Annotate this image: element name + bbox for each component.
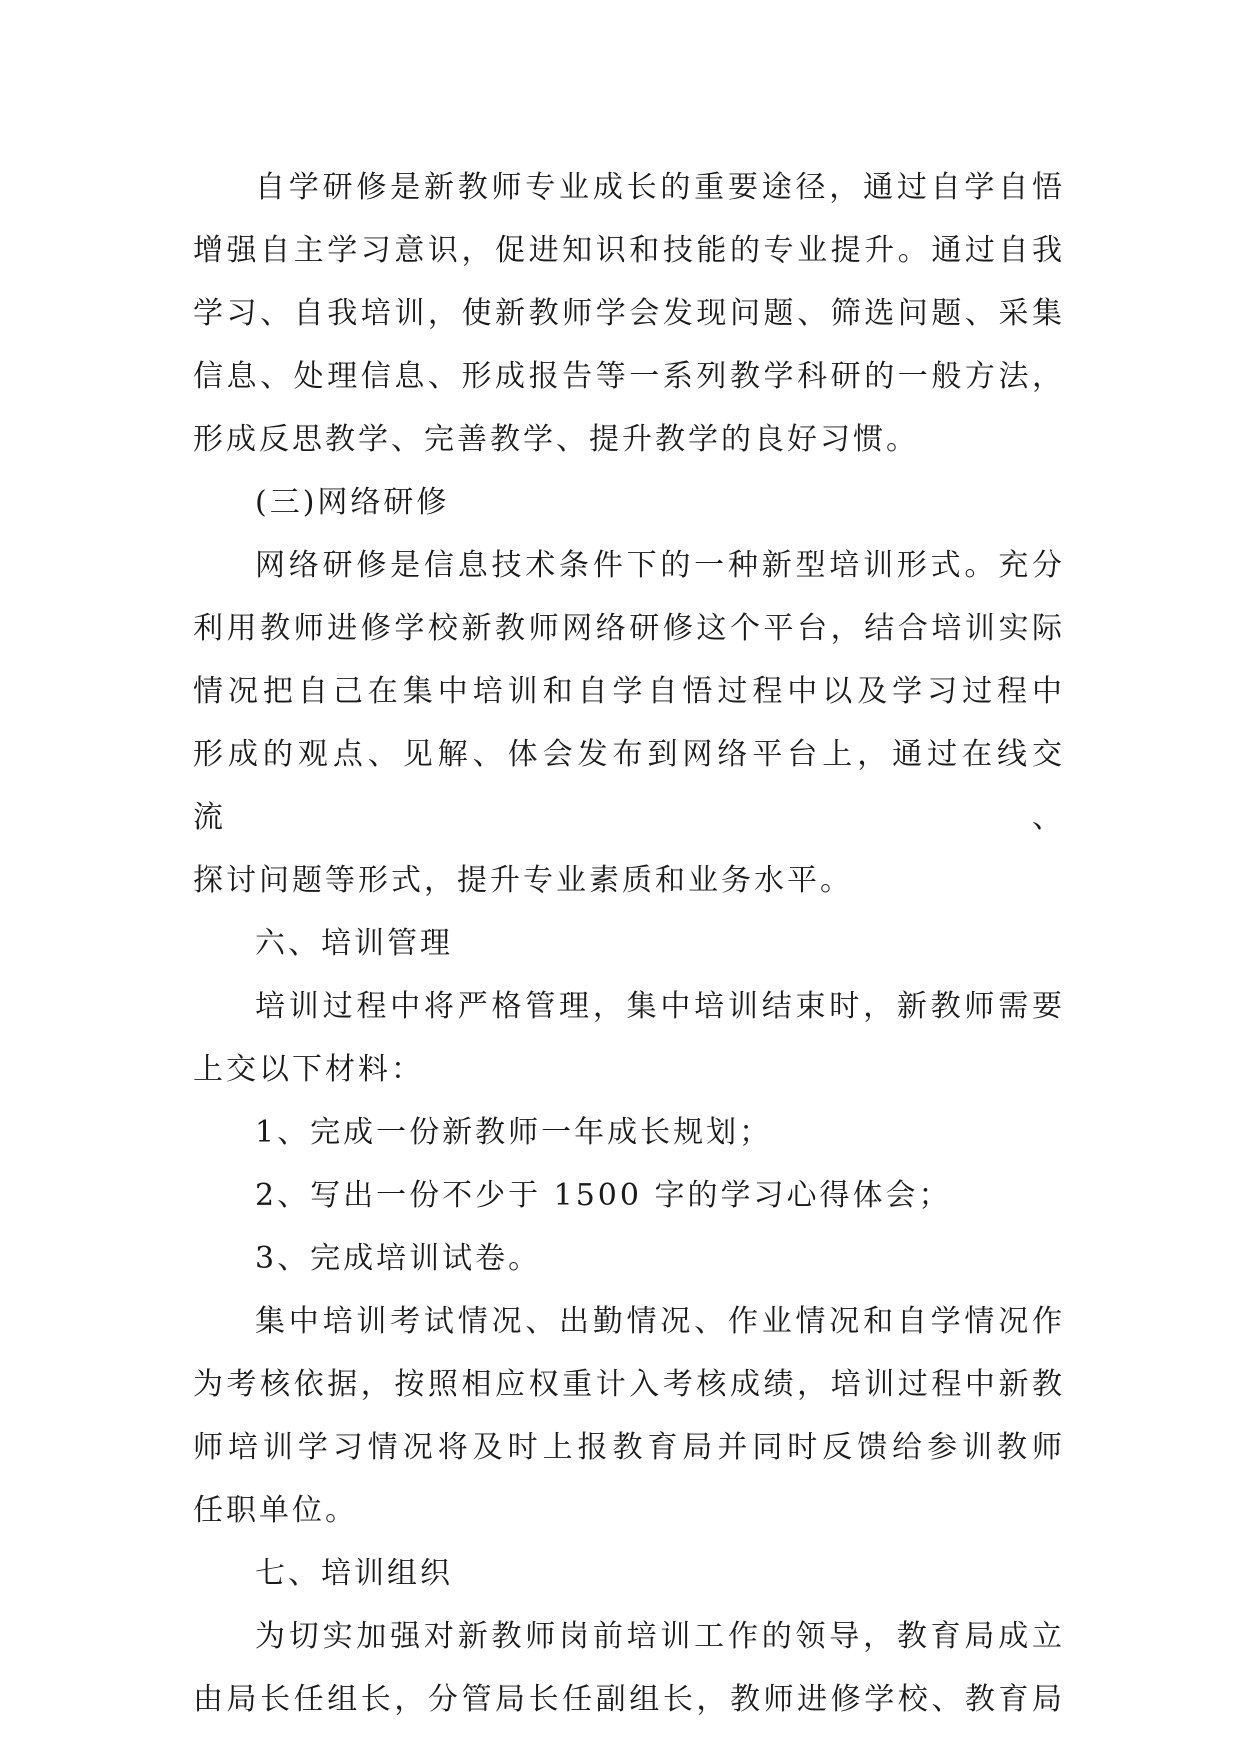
list-item-1	[193, 1101, 1065, 1164]
section-heading-online-study	[193, 471, 1065, 534]
text-line: 学习、自我培训，使新教师学会发现问题、筛选问题、采集	[193, 296, 1065, 331]
text-line: 利用教师进修学校新教师网络研修这个平台，结合培训实际	[193, 611, 1065, 646]
paragraph-assessment	[193, 1290, 1065, 1542]
heading-text: (三)网络研修	[255, 485, 450, 520]
text-line: 集中培训考试情况、出勤情况、作业情况和自学情况作	[255, 1304, 1065, 1339]
paragraph-training-organization	[193, 1605, 1065, 1731]
text-line: 由局长任组长，分管局长任副组长，教师进修学校、教育局	[193, 1682, 1065, 1717]
list-item-text: 3、完成培训试卷。	[255, 1241, 542, 1276]
section-heading-training-organization	[193, 1542, 1065, 1605]
list-item-text: 1、完成一份新教师一年成长规划；	[255, 1115, 773, 1150]
text-line: 信息、处理信息、形成报告等一系列教学科研的一般方法，	[193, 359, 1065, 394]
document-body	[193, 156, 1065, 1731]
text-line: 任职单位。	[193, 1493, 358, 1528]
text-line: 增强自主学习意识，促进知识和技能的专业提升。通过自我	[193, 233, 1065, 268]
section-heading-training-management	[193, 912, 1065, 975]
text-line: 网络研修是信息技术条件下的一种新型培训形式。充分	[255, 548, 1065, 583]
text-line: 上交以下材料：	[193, 1052, 424, 1087]
list-item-2	[193, 1164, 1065, 1227]
text-line: 探讨问题等形式，提升专业素质和业务水平。	[193, 863, 853, 898]
text-line: 形成反思教学、完善教学、提升教学的良好习惯。	[193, 422, 919, 457]
paragraph-self-study	[193, 156, 1065, 471]
heading-text: 七、培训组织	[255, 1556, 453, 1591]
text-line: 情况把自己在集中培训和自学自悟过程中以及学习过程中	[193, 674, 1065, 709]
text-line: 师培训学习情况将及时上报教育局并同时反馈给参训教师	[193, 1430, 1065, 1465]
paragraph-training-management	[193, 975, 1065, 1101]
text-line: 为考核依据，按照相应权重计入考核成绩，培训过程中新教	[193, 1367, 1065, 1402]
list-item-3	[193, 1227, 1065, 1290]
text-line: 自学研修是新教师专业成长的重要途径，通过自学自悟	[255, 170, 1065, 205]
text-line: 培训过程中将严格管理，集中培训结束时，新教师需要	[255, 989, 1065, 1024]
heading-text: 六、培训管理	[255, 926, 453, 961]
text-line: 形成的观点、见解、体会发布到网络平台上，通过在线交流、	[193, 737, 1065, 835]
list-item-text: 2、写出一份不少于 1500 字的学习心得体会；	[255, 1178, 952, 1213]
paragraph-online-study	[193, 534, 1065, 912]
text-line: 为切实加强对新教师岗前培训工作的领导，教育局成立	[255, 1619, 1065, 1654]
